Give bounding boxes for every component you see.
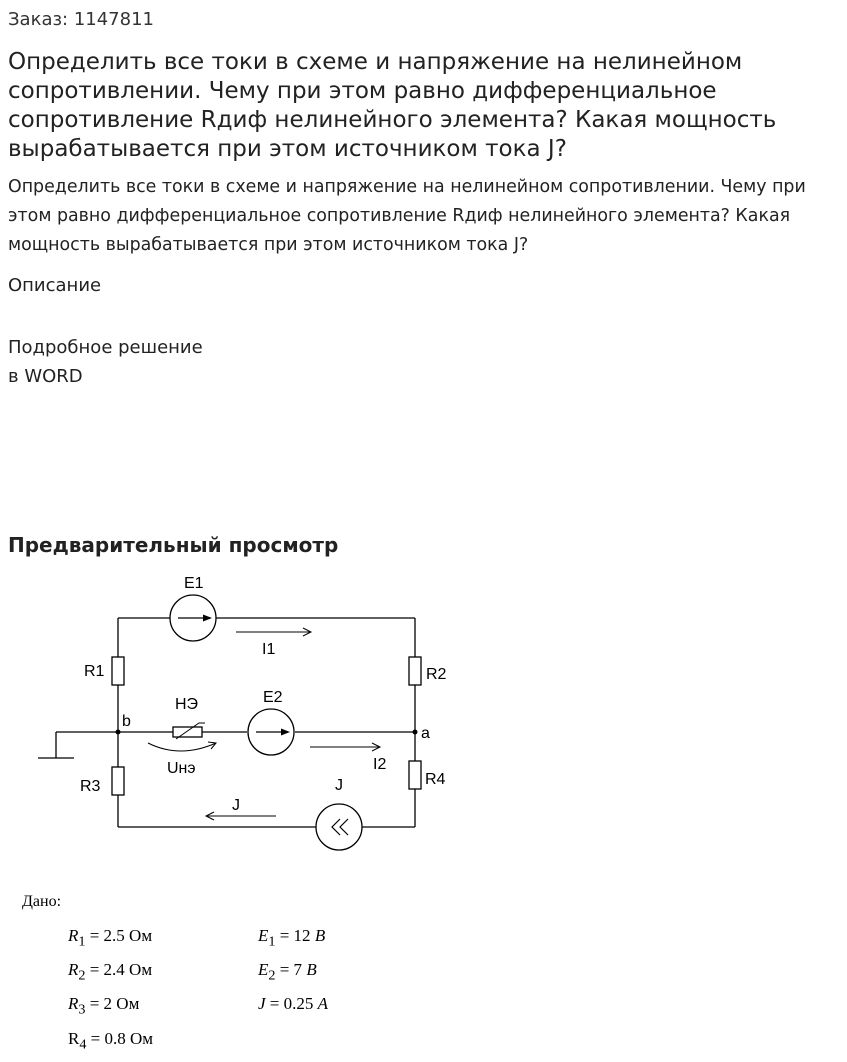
ne-label: НЭ <box>175 696 199 713</box>
nonlinear-element <box>173 723 205 739</box>
node-a-label: a <box>421 725 430 742</box>
page-title: Определить все токи в схеме и напряжение на нелинейном сопротивлении. Чему при этом равно дифференциальное сопротивление Rдиф нелинейного элемента? Какая мощность вырабатывается при этом источником тока J? <box>8 49 777 162</box>
r2-label: R2 <box>426 666 447 683</box>
node-b <box>116 730 121 735</box>
r3-label: R3 <box>80 778 101 795</box>
j-source-label: J <box>335 777 343 794</box>
r3-resistor <box>112 767 124 795</box>
e2-source <box>248 709 294 755</box>
given-r2: $R_2 = 2.4$ Ом <box>68 960 153 984</box>
une-label: Uнэ <box>167 760 196 777</box>
i2-label: I2 <box>373 756 387 773</box>
description-label: Описание <box>8 275 102 296</box>
given-e1: $E_1 = 12$ В <box>258 926 326 950</box>
j-current-source <box>316 804 362 850</box>
node-a <box>413 730 418 735</box>
j-current-arrow <box>206 812 276 820</box>
given-r1: $R_1 = 2.5$ Ом <box>68 926 153 950</box>
r1-label: R1 <box>84 663 105 680</box>
given-j: J = 0.25 A <box>258 994 329 1013</box>
r1-resistor <box>112 657 124 685</box>
e1-label: E1 <box>184 575 204 592</box>
preview-heading: Предварительный просмотр <box>8 533 339 557</box>
i1-arrow <box>236 628 311 636</box>
circuit-wires <box>38 618 415 827</box>
solution-label-line2: в WORD <box>8 366 83 387</box>
order-number: Заказ: 1147811 <box>8 9 154 30</box>
r2-resistor <box>409 657 421 685</box>
circuit-diagram <box>0 565 480 865</box>
r4-label: R4 <box>425 771 446 788</box>
node-b-label: b <box>122 713 131 730</box>
r4-resistor <box>409 761 421 789</box>
j-arrow-label: J <box>232 797 240 814</box>
e2-label: E2 <box>263 689 283 706</box>
given-title: Дано: <box>22 893 62 910</box>
e1-source <box>170 595 216 641</box>
i2-arrow <box>310 743 380 751</box>
i1-label: I1 <box>262 641 276 658</box>
given-e2: $E_2 = 7$ В <box>258 960 317 984</box>
task-description: Определить все токи в схеме и напряжение на нелинейном сопротивлении. Чему при этом равно дифференциальное сопротивление Rдиф нелинейного элемента? Какая мощность вырабатывается при этом источником тока J? <box>8 177 806 255</box>
given-r4: $R_4 = 0.8$ Ом <box>68 1029 154 1053</box>
given-r3: $R_3 = 2$ Ом <box>68 994 140 1018</box>
solution-label-line1: Подробное решение <box>8 337 203 358</box>
une-arrow <box>148 742 216 751</box>
